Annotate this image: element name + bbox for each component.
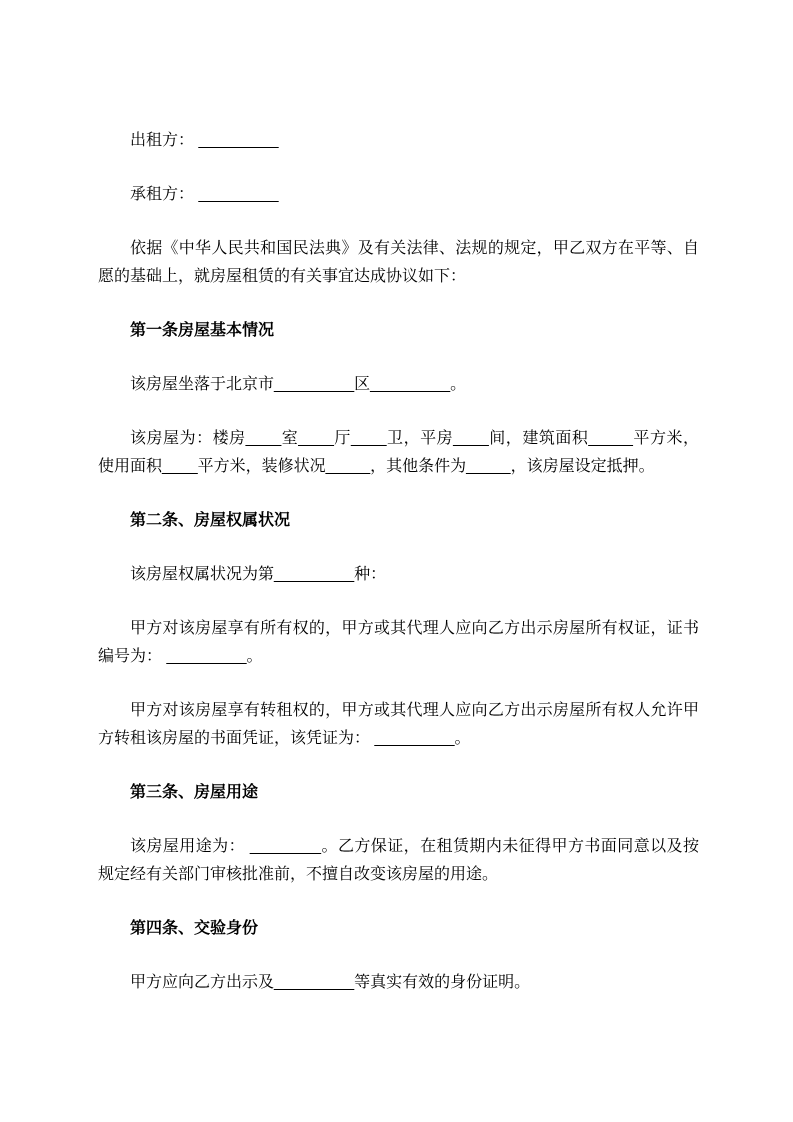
article-1-location: 该房屋坐落于北京市_________区_________。	[130, 376, 467, 393]
article-1-heading: 第一条房屋基本情况	[130, 322, 275, 339]
lessee-line: 承租方： _________	[130, 186, 279, 203]
article-4-heading: 第四条、交验身份	[130, 920, 259, 937]
preamble: 依据《中华人民共和国民法典》及有关法律、法规的规定，甲乙双方在平等、自愿的基础上，就房屋租赁的有关事宜达成协议如下：	[98, 240, 699, 285]
article-4-identity: 甲方应向乙方出示及_________等真实有效的身份证明。	[130, 974, 531, 991]
article-1-details: 该房屋为：楼房____室____厅____卫，平房____间，建筑面积_____平方米，使用面积____平方米，装修状况_____，其他条件为_____，该房屋设定抵押。	[98, 430, 699, 475]
article-3-heading: 第三条、房屋用途	[130, 784, 259, 801]
article-2-ownership-type: 该房屋权属状况为第_________种：	[130, 566, 387, 583]
article-2-heading: 第二条、房屋权属状况	[130, 512, 291, 529]
lessor-line: 出租方： _________	[130, 132, 279, 149]
article-2-ownership-cert: 甲方对该房屋享有所有权的，甲方或其代理人应向乙方出示房屋所有权证，证书编号为： _________。	[98, 620, 699, 665]
article-3-usage: 该房屋用途为： ________。乙方保证，在租赁期内未征得甲方书面同意以及按规定经有关部门审核批准前，不擅自改变该房屋的用途。	[98, 838, 699, 883]
article-2-sublet-proof: 甲方对该房屋享有转租权的，甲方或其代理人应向乙方出示房屋所有权人允许甲方转租该房屋的书面凭证，该凭证为： _________。	[98, 702, 699, 747]
